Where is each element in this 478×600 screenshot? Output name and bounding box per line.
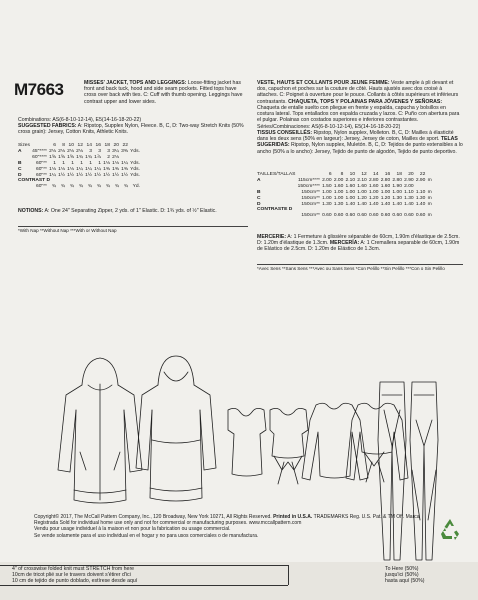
english-notions-text: A: One 24" Separating Zipper, 2 yds. of 1" Elastic. D: 1¾ yds. of ½" Elastic. (44, 208, 217, 214)
yardage-value: 0.60 (368, 213, 379, 219)
yardage-value: ¾ (96, 184, 101, 190)
yardage-value: 1.60 (333, 183, 344, 189)
view-label: D (18, 172, 22, 178)
english-fabrics-label: SUGGESTED FABRICS: (18, 123, 77, 129)
yardage-value: 2.80 (368, 177, 379, 183)
fabric-width: 115cm**** (297, 177, 320, 183)
gauge-text-es: 10 cm de tejido de punto doblado, estírese desde aquí (12, 578, 138, 585)
yardage-value: 1¾ (85, 154, 92, 160)
yardage-value: 1⅜ (121, 166, 128, 172)
size-cell: 16 (95, 143, 101, 148)
yardage-value: 1.20 (368, 195, 379, 201)
yardage-value: 2.80 (392, 177, 402, 183)
yardage-value: 1⅛ (67, 166, 74, 172)
stretch-gauge (0, 562, 478, 600)
to-here-es: hasta aquí (50%) (385, 578, 425, 585)
unit-cell: Yds. (130, 160, 140, 166)
yardage-value: 1.00 (345, 195, 356, 201)
yardage-value: 1.30 (392, 195, 402, 201)
long-sleeve-top-front-drawing (302, 403, 368, 480)
yardage-value: 1¼ (94, 166, 101, 172)
size-cell: 14 (86, 143, 92, 148)
size-cell: 20 (408, 172, 414, 177)
yardage-value: 1.90 (392, 183, 402, 189)
recycle-icon (438, 518, 462, 540)
yardage-value: 0.60 (345, 213, 356, 219)
yardage-value: 1.40 (345, 201, 356, 207)
yardage-value: 2.00 (322, 177, 332, 183)
yardage-value: 2⅛ (112, 154, 119, 160)
yardage-value: ¾ (105, 184, 110, 190)
yardage-value: 1⅜ (103, 166, 110, 172)
yardage-value: 1.40 (357, 201, 367, 207)
yardage-value: 1½ (85, 172, 92, 178)
yardage-value: 1.20 (380, 195, 391, 201)
yardage-value: 2.80 (380, 177, 391, 183)
yardage-value: 1 (62, 160, 65, 166)
yardage-value: 1⅛ (58, 166, 65, 172)
yardage-value: 0.60 (333, 213, 344, 219)
copyright-text: Copyright© 2017, The McCall Pattern Company, Inc., 120 Broadway, New York 10271, All Rights Reserved. (34, 514, 272, 520)
merceria-text: A: 1 Cremallera separable de 60cm, 1.90m de Elástico de 2.5cm. D: 1.20m de Elástico de 1.3cm. (257, 240, 460, 253)
yardage-value: 2.00 (333, 177, 344, 183)
size-cell: 8 (62, 143, 65, 148)
yardage-value: 1.00 (322, 195, 332, 201)
view-label: C (257, 195, 261, 201)
spanish-description-text: Chaqueta de entalle suelto con pliegue en frente y espalda, capucha y bolsillos en costura lateral. Tops entallados con espalda cruzada y lazos. C: Puño con abertura para el pulgar. Polainas con costados superiores e inferiores contrastantes. (257, 104, 460, 124)
footer-line-3: Vendu pour usage individuel à la maison et non pour la fabrication ou usage commercial. (34, 526, 231, 533)
yardage-value: 1¼ (76, 166, 83, 172)
sold-text: Sold for individual home use only and not for commercial or manufacturing purposes. (59, 520, 248, 527)
yardage-value: 1 (98, 160, 101, 166)
yardage-value: 3⅜ (121, 148, 128, 154)
yardage-value: 0.60 (380, 213, 391, 219)
yardage-value: 1.60 (345, 183, 356, 189)
yardage-value: 1⅛ (103, 160, 110, 166)
french-description-text: Veste ample à pli devant et dos, capuchon et poches sur la couture de côté. Hauts ajustés avec dos croisé à attaches. C: Poignet à ouverture pour le pouce. Collants à côtés supérieurs et inférieurs contrastants. (257, 80, 459, 105)
yardage-value: 1 (89, 160, 92, 166)
yardage-value: 1.10 (415, 189, 426, 195)
size-cell: 18 (396, 172, 402, 177)
yardage-value: 3 (89, 148, 92, 154)
footer (34, 514, 434, 539)
size-cell: 12 (361, 172, 367, 177)
fabric-width: 150cm** (301, 213, 320, 219)
yardage-value: 3 (107, 148, 110, 154)
yardage-value: 1¼ (85, 166, 92, 172)
top-back-drawing (270, 408, 308, 484)
unit-cell: m (427, 177, 432, 183)
footer-line-4: Se vende solamente para el uso individual en el hogar y no para usos comerciales o de manufactura. (34, 532, 259, 539)
yardage-value: 0.60 (392, 213, 402, 219)
yardage-value: 1½ (67, 172, 74, 178)
yardage-value: ¾ (51, 184, 56, 190)
view-label: A (18, 148, 22, 154)
size-cell: 6 (328, 172, 332, 177)
to-here-en: To Here (50%) (385, 566, 419, 572)
yardage-value: 1½ (76, 172, 83, 178)
yardage-value: 1.00 (333, 189, 344, 195)
yardage-value: 0.60 (322, 213, 332, 219)
yardage-value: 1.00 (392, 189, 402, 195)
yardage-value: 1.00 (368, 189, 379, 195)
yardage-value: 1½ (94, 172, 101, 178)
yardage-value: 2.90 (415, 177, 426, 183)
yardage-value: ¾ (69, 184, 74, 190)
yardage-value: 0.60 (357, 213, 367, 219)
merceria-label: MERCERÍA: (329, 240, 360, 247)
fabric-width: 150cm** (301, 195, 320, 201)
size-cell: 6 (53, 143, 56, 148)
yardage-value: 1 (71, 160, 74, 166)
yardage-value: 1.10 (404, 189, 414, 195)
yardage-value: 1.40 (392, 201, 402, 207)
spanish-fabrics-text: Ripstop, Nylon supplex, Muletón. B, C, D: Tejidos de punto extensibles a lo ancho (50% a lo ancho): Jersey, Tejido de punto de algodón, Tejido de punto deportivo. (257, 142, 463, 155)
yardage-value: 1.40 (380, 201, 391, 207)
gauge-text (12, 566, 137, 585)
unit-cell: Yds. (130, 166, 140, 172)
view-label: B (18, 160, 22, 166)
view-label: D (257, 201, 261, 207)
yardage-value: 1⅞ (94, 154, 101, 160)
yardage-value: 1⅝ (67, 154, 74, 160)
yardage-value: 2.90 (404, 177, 414, 183)
printed-text: Printed in U.S.A. (273, 514, 313, 520)
yardage-value: 2.00 (404, 183, 414, 189)
french-nap-note: *Avec Sens **Sans Sens ***Avec ou Sans Sens *Con Pelillo **Sin Pelillo ***Con o Sin Pelillo (257, 266, 445, 271)
contrast-label: CONTRASTE D (257, 207, 293, 213)
size-cell: 12 (77, 143, 83, 148)
yardage-value: 1.60 (380, 183, 391, 189)
yardage-value: 1¼ (121, 160, 128, 166)
yardage-value: 2.10 (357, 177, 367, 183)
fabric-width: 150cm** (301, 201, 320, 207)
yardage-value: 1⅜ (112, 166, 119, 172)
french-combinations: Séries/Combinaciones: AS(6-8-10-12-14), E5(14-16-18-20-22) (257, 124, 401, 130)
registrada-text: Registrada (34, 520, 59, 527)
yardage-value: 1½ (103, 172, 110, 178)
yardage-value: 1.40 (415, 201, 426, 207)
yardage-value: 1½ (112, 172, 119, 178)
unit-cell: m (427, 195, 432, 201)
view-label: A (257, 177, 261, 183)
yardage-value: 1½ (121, 172, 128, 178)
unit-cell: m (427, 213, 432, 219)
view-label: C (18, 166, 22, 172)
yardage-value: 3 (98, 148, 101, 154)
spanish-title: CHAQUETA, TOPS Y POLAINAS PARA JÓVENES Y SEÑORAS: (288, 98, 443, 105)
yardage-value: 1 (53, 160, 56, 166)
top-front-drawing (228, 408, 266, 476)
gauge-text-fr: 10cm de tricot plié sur le travers doivent s'étirer d'ici (12, 572, 131, 579)
french-fabrics-text: Ripstop, Nylon supplex, Molleton. B, C, D: Mailles à élasticité dans les deux sens (50% en largeur): Jersey, Jersey de coton, Mailles de sport. (257, 130, 454, 143)
trademark-text: TRADEMARKS Reg. U.S. Pat. & TM Off. Marca (313, 514, 420, 520)
english-fabrics-text: A: Ripstop, Supplex Nylon, Fleece. B, C, D: Two-way Stretch Knits (50% cross grain): Jersey, Cotton Knits, Athletic Knits. (18, 123, 244, 136)
yardage-value: 2.10 (345, 177, 356, 183)
fabric-width: 60"**** (32, 154, 47, 160)
english-description-text: Loose-fitting jacket has front and back tuck, hood and side seam pockets. Fitted tops have cross over back with ties. C: Cuff with thumb opening. Leggings have contrast upper and lower sides. (84, 80, 243, 105)
english-nap-note: *With Nap **Without Nap ***With or Without Nap (18, 228, 117, 233)
yardage-value: ¾ (78, 184, 83, 190)
yardage-value: 1¾ (76, 154, 83, 160)
yardage-value: 2⅛ (76, 148, 83, 154)
yardage-value: 1.00 (322, 189, 332, 195)
yardage-value: 1 (80, 160, 83, 166)
yardage-value: ¾ (123, 184, 128, 190)
website-text: www.mccallpattern.com (248, 520, 302, 527)
yardage-value: 1⅝ (49, 154, 56, 160)
sizes-label: Sizes (18, 143, 30, 148)
unit-cell: Yds. (130, 148, 140, 154)
yardage-value: 1.00 (357, 189, 367, 195)
yardage-value: 1.60 (368, 183, 379, 189)
yardage-value: 1.20 (357, 195, 367, 201)
yardage-value: 1⅛ (112, 160, 119, 166)
yardage-value: ¾ (87, 184, 92, 190)
unit-cell: m (427, 201, 432, 207)
fabric-width: 60"** (35, 172, 47, 178)
fabric-width: 60"** (35, 166, 47, 172)
gauge-line-bottom (0, 585, 288, 586)
yardage-value: 1⅛ (49, 166, 56, 172)
fabric-width: 45"**** (32, 148, 47, 154)
size-cell: 18 (104, 143, 110, 148)
sizes-label: TAILLES/TALLAS (257, 172, 296, 177)
gauge-end-text (385, 566, 425, 585)
yardage-value: ¾ (60, 184, 65, 190)
mercerie-label: MERCERIE: (257, 234, 287, 240)
yardage-value: 1¼ (49, 172, 56, 178)
pattern-number: M7663 (14, 80, 64, 99)
french-title: VESTE, HAUTS ET COLLANTS POUR JEUNE FEMME: (257, 80, 390, 86)
yardage-value: 1.00 (333, 195, 344, 201)
english-title: MISSES' JACKET, TOPS AND LEGGINGS: (84, 80, 187, 86)
yardage-value: 0.60 (415, 213, 426, 219)
yardage-value: 1⅝ (58, 154, 65, 160)
french-fabrics-label: TISSUS CONSEILLÉS: (257, 130, 313, 136)
view-label: B (257, 189, 261, 195)
to-here-fr: jusqu'ici (50%) (385, 572, 419, 579)
yardage-value: 1.00 (380, 189, 391, 195)
yardage-value: 1.00 (345, 189, 356, 195)
size-cell: 14 (373, 172, 379, 177)
yardage-value: 1.30 (322, 201, 332, 207)
unit-cell: m (427, 189, 432, 195)
fabric-width: 60"** (35, 160, 47, 166)
size-cell: 20 (113, 143, 119, 148)
yardage-value: 1.40 (368, 201, 379, 207)
yardage-value: 1.50 (322, 183, 332, 189)
fabric-width: 150cm** (301, 189, 320, 195)
gauge-end-line (288, 565, 289, 585)
spanish-fabrics-label: TELAS SUGERIDAS: (257, 136, 458, 149)
yardage-value: 2⅛ (58, 148, 65, 154)
yardage-value: 1.60 (357, 183, 367, 189)
yardage-value: 2⅛ (49, 148, 56, 154)
mercerie-text: A: 1 Fermeture à glissière séparable de 60cm, 1.90m d'élastique de 2.5cm. D: 1.20m d'élastique de 1.3cm. (257, 234, 460, 247)
size-cell: 10 (68, 143, 74, 148)
yardage-value: ¾ (114, 184, 119, 190)
size-cell: 22 (122, 143, 128, 148)
jacket-back-drawing (136, 356, 216, 501)
yardage-value: 1.40 (404, 201, 414, 207)
yardage-value: 1.30 (415, 195, 426, 201)
yardage-value: 2 (107, 154, 110, 160)
english-notions-label: NOTIONS: (18, 208, 44, 214)
english-combinations: Combinations: AS(6-8-10-12-14), E5(14-16-18-20-22) (18, 117, 142, 123)
yardage-value: 1.30 (404, 195, 414, 201)
size-cell: 8 (340, 172, 344, 177)
yardage-value: 2⅛ (67, 148, 74, 154)
yardage-value: 1½ (58, 172, 65, 178)
contrast-label: CONTRAST D (18, 178, 51, 184)
unit-cell: Yd. (132, 184, 140, 190)
size-cell: 16 (384, 172, 391, 177)
yardage-value: 1.30 (333, 201, 344, 207)
gauge-text-en: 4" of crosswise folded knit must STRETCH from here (12, 566, 135, 572)
fabric-width: 60"** (35, 184, 47, 190)
yardage-value: 0.60 (404, 213, 414, 219)
unit-cell: Yds. (130, 172, 140, 178)
size-cell: 22 (419, 172, 426, 177)
fabric-width: 150cm**** (297, 183, 320, 189)
jacket-front-drawing (58, 358, 142, 503)
yardage-value: 3¼ (112, 148, 119, 154)
size-cell: 10 (349, 172, 356, 177)
